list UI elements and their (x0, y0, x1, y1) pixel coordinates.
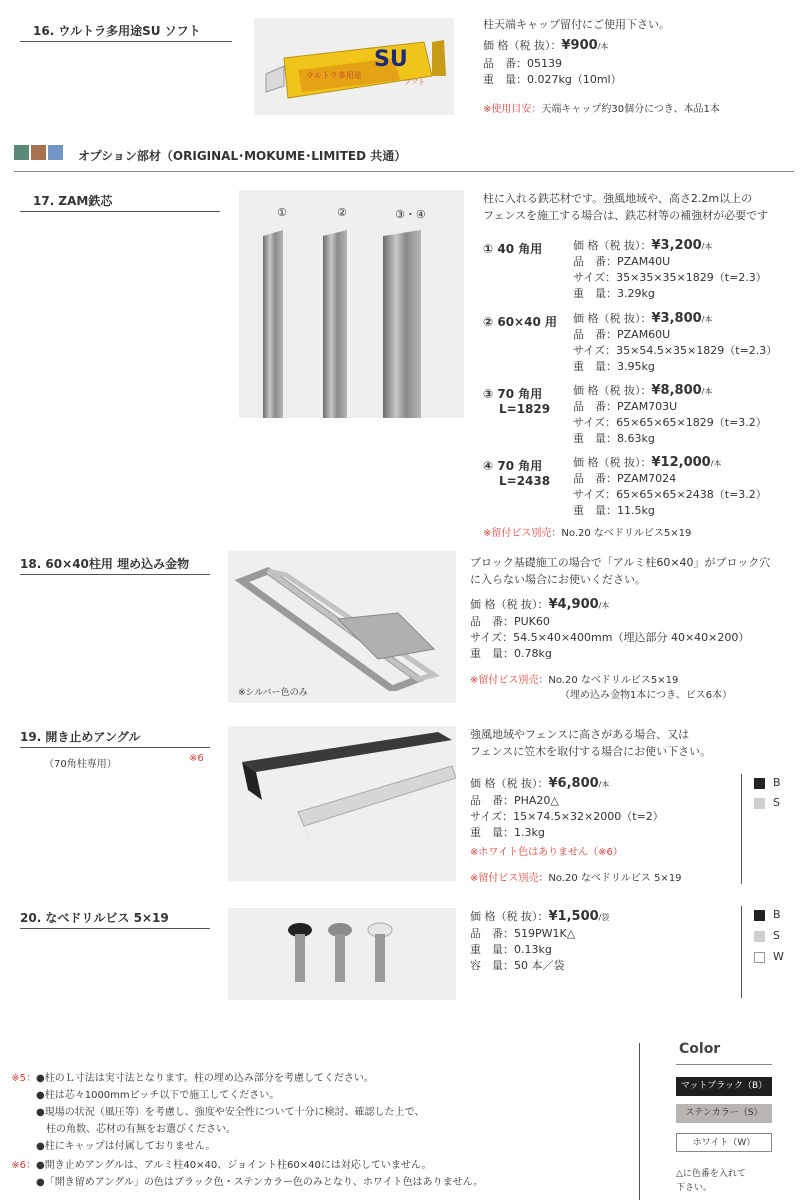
item18-desc2: に入らない場合にお使いください。 (470, 573, 646, 586)
price-value: ¥900 (561, 38, 598, 53)
item20-volume: 容 量：50 本／袋 (470, 959, 565, 972)
item20-title: 20. なべドリルビス 5×19 (20, 911, 169, 925)
variant-name: ④ 70 角用 (483, 459, 543, 473)
screws-illustration (228, 908, 456, 1000)
photo-label-2: ② (337, 206, 347, 219)
item16-photo (254, 18, 454, 115)
footnote-4: 柱の角数、芯材の有無をお選びください。 (36, 1124, 236, 1135)
item18-rule (20, 574, 210, 575)
photo-label-3: ③・④ (395, 208, 426, 221)
item20-color-b: B (754, 908, 781, 921)
chip-blue (48, 145, 63, 160)
footnote-1: ※5：●柱のＬ寸法は実寸法となります。柱の埋め込み部分を考慮してください。 (11, 1073, 374, 1084)
glue-tube-illustration (254, 18, 454, 115)
color-white: ホワイト（W） (676, 1133, 772, 1152)
variant-size: サイズ：35×54.5×35×1829（t=2.3） (573, 344, 778, 357)
item17-rule (20, 211, 220, 212)
item19-weight: 重 量：1.3kg (470, 826, 545, 839)
variant-name: ② 60×40 用 (483, 315, 557, 329)
variant-name: ① 40 角用 (483, 242, 543, 256)
item16-code: 品 番：05139 (483, 57, 562, 70)
steel-cores-illustration (239, 190, 464, 418)
variant-weight: 重 量：3.29kg (573, 287, 655, 300)
variant-price: 価 格（税 抜）：¥3,200/本 (573, 238, 713, 253)
item19-ref: ※6 (189, 753, 204, 764)
color-legend-divider (639, 1043, 640, 1200)
item18-note: ※留付ビス別売：No.20 なべドリルビス5×19 (470, 675, 679, 686)
item19-photo (228, 726, 456, 881)
item19-color-bar (741, 774, 742, 884)
variant-price: 価 格（税 抜）：¥12,000/本 (573, 455, 722, 470)
variant-name: ③ 70 角用 (483, 387, 543, 401)
variant-length: L=2438 (499, 474, 551, 488)
item20-color-s: S (754, 929, 780, 942)
item16-note (483, 100, 720, 115)
variant-size: サイズ：65×65×65×2438（t=3.2） (573, 488, 767, 501)
item16-desc: 柱天端キャップ留付にご使用下さい。 (483, 18, 670, 31)
color-legend-rule (676, 1064, 772, 1065)
variant-price: 価 格（税 抜）：¥8,800/本 (573, 383, 713, 398)
note-prefix: ※使用目安： (483, 104, 542, 115)
item18-desc1: ブロック基礎施工の場合で「アルミ柱60×40」がブロック穴 (470, 556, 771, 569)
item16-weight: 重 量：0.027kg（10ml） (483, 73, 622, 86)
item18-note-sub: （埋め込み金物1本につき、ビス6本） (560, 690, 733, 701)
photo-note: ※シルバー色のみ (238, 688, 308, 698)
item20-price: 価 格（税 抜）：¥1,500/袋 (470, 909, 610, 924)
item18-code: 品 番：PUK60 (470, 615, 550, 628)
tube-brand: SU (374, 47, 408, 72)
color-legend-note1: △に色番を入れて (676, 1169, 746, 1179)
color-matte-black: マットブラック（B） (676, 1077, 772, 1096)
item17-desc1: 柱に入れる鉄芯材です。強風地域や、高さ2.2m以上の (483, 192, 753, 205)
embed-bracket-illustration (228, 551, 456, 691)
tube-soft: ソフト (404, 78, 425, 86)
item18-photo (228, 551, 456, 703)
item17-photo (239, 190, 464, 418)
options-rule (14, 171, 794, 172)
item18-price: 価 格（税 抜）：¥4,900/本 (470, 597, 610, 612)
chip-green (14, 145, 29, 160)
variant-code: 品 番：PZAM40U (573, 255, 671, 268)
color-legend-note2: 下さい。 (676, 1183, 713, 1193)
color-stain: ステンカラー（S） (676, 1104, 772, 1123)
item20-rule (20, 928, 210, 929)
variant-weight: 重 量：8.63kg (573, 432, 655, 445)
item19-desc2: フェンスに笠木を取付する場合にお使い下さい。 (470, 745, 712, 758)
item19-code: 品 番：PHA20△ (470, 794, 559, 807)
item19-desc1: 強風地域やフェンスに高さがある場合、又は (470, 728, 690, 741)
price-unit: /本 (597, 42, 609, 51)
item16-price-line (483, 38, 608, 54)
variant-weight: 重 量：11.5kg (573, 504, 655, 517)
tube-label: ウルトラ多用途 (306, 71, 362, 80)
item17-desc2: フェンスを施工する場合は、鉄芯材等の補強材が必要です (483, 209, 769, 222)
item16-rule (20, 41, 232, 42)
options-title: オプション部材（ORIGINAL･MOKUME･LIMITED 共通） (78, 149, 407, 163)
variant-size: サイズ：35×35×35×1829（t=2.3） (573, 271, 767, 284)
variant-size: サイズ：65×65×65×1829（t=3.2） (573, 416, 767, 429)
item20-color-w: W (754, 950, 784, 963)
variant-code: 品 番：PZAM60U (573, 328, 671, 341)
item18-weight: 重 量：0.78kg (470, 647, 552, 660)
price-label: 価 格（税 抜）： (483, 39, 562, 52)
item17-title: 17. ZAM鉄芯 (33, 194, 113, 208)
footnote-3: ●現場の状況（風圧等）を考慮し、強度や安全性について十分に検討、確認した上で、 (36, 1107, 425, 1118)
item19-price: 価 格（税 抜）：¥6,800/本 (470, 776, 610, 791)
footnote-7: ●「開き留めアングル」の色はブラック色・ステンカラー色のみとなり、ホワイト色はありません。 (36, 1177, 484, 1188)
item19-rule (20, 747, 210, 748)
item19-white-note: ※ホワイト色はありません（※6） (470, 847, 623, 858)
item19-title: 19. 開き止めアングル (20, 730, 141, 744)
item17-note: ※留付ビス別売：No.20 なべドリルビス5×19 (483, 528, 692, 539)
item20-weight: 重 量：0.13kg (470, 943, 552, 956)
item19-color-s: S (754, 796, 780, 809)
item20-photo (228, 908, 456, 1000)
item19-color-b: B (754, 776, 781, 789)
item20-color-bar (741, 906, 742, 998)
item18-size: サイズ：54.5×40×400mm（埋込部分 40×40×200） (470, 631, 750, 644)
angle-bar-illustration (228, 726, 456, 881)
item19-note: ※留付ビス別売：No.20 なべドリルビス 5×19 (470, 873, 682, 884)
option-color-chips (14, 145, 63, 160)
item19-size: サイズ：15×74.5×32×2000（t=2） (470, 810, 664, 823)
item20-code: 品 番：519PW1K△ (470, 927, 576, 940)
variant-weight: 重 量：3.95kg (573, 360, 655, 373)
item16-title: 16. ウルトラ多用途SU ソフト (33, 24, 201, 38)
item18-title: 18. 60×40柱用 埋め込み金物 (20, 557, 190, 571)
variant-code: 品 番：PZAM703U (573, 400, 678, 413)
variant-code: 品 番：PZAM7024 (573, 472, 677, 485)
variant-price: 価 格（税 抜）：¥3,800/本 (573, 311, 713, 326)
chip-brown (31, 145, 46, 160)
photo-label-1: ① (277, 206, 287, 219)
footnote-6: ※6：●開き止めアングルは、アルミ柱40×40、ジョイント柱60×40には対応していません。 (11, 1160, 432, 1171)
footnote-5: ●柱にキャップは付属しておりません。 (36, 1141, 216, 1152)
note-text: 天端キャップ約30個分につき、本品1本 (541, 104, 720, 115)
item19-sub: （70角柱専用） (44, 759, 117, 770)
color-legend-title: Color (679, 1041, 721, 1057)
variant-length: L=1829 (499, 402, 551, 416)
footnote-2: ●柱は芯々1000mmピッチ以下で施工してください。 (36, 1090, 280, 1101)
